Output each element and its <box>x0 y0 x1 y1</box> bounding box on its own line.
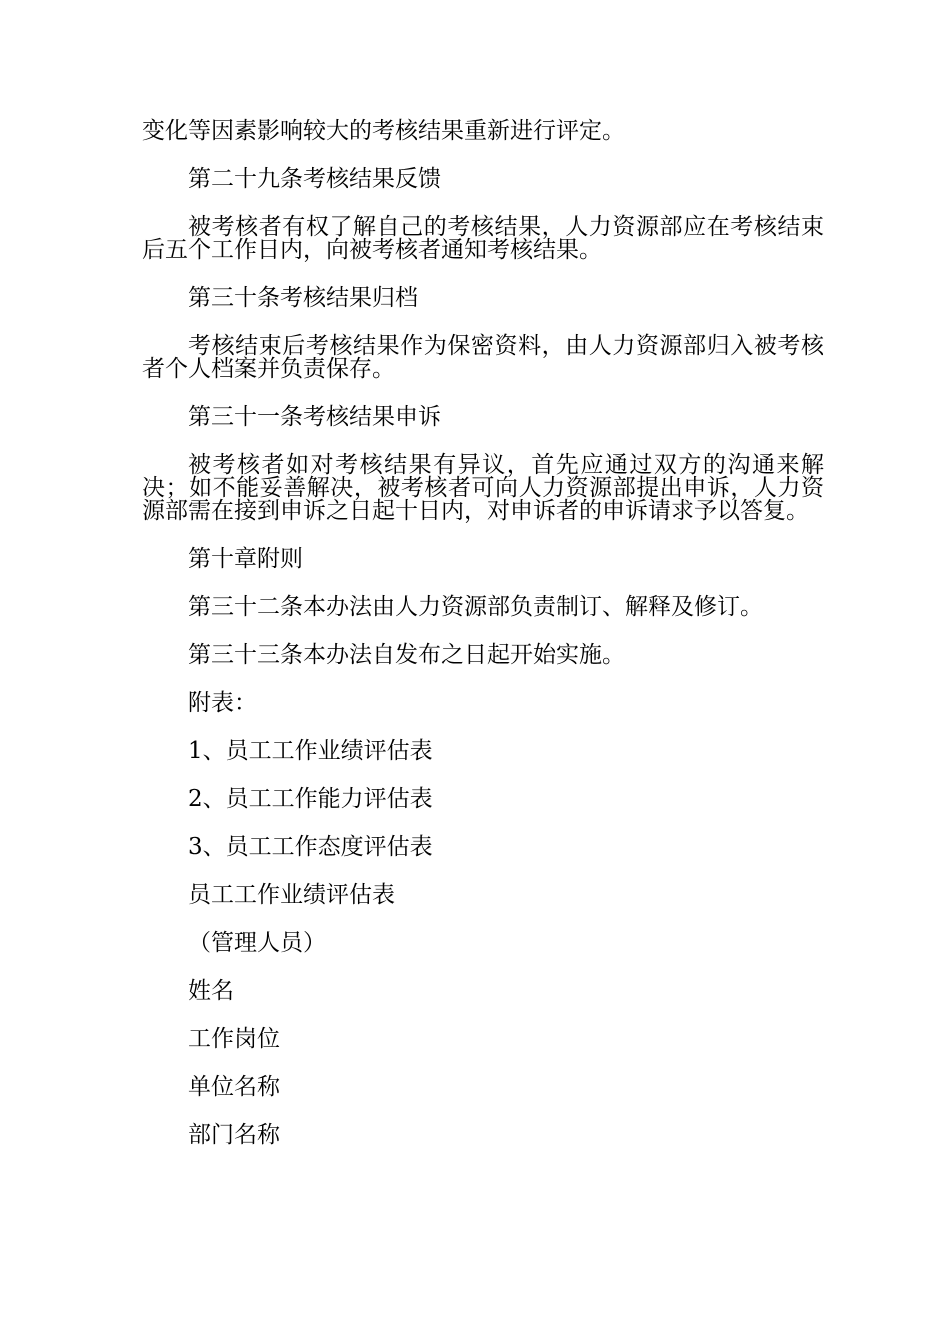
form-field-position: 工作岗位 <box>188 1026 280 1052</box>
form-field-name: 姓名 <box>188 978 234 1004</box>
appendix-heading: 附表： <box>188 690 257 716</box>
article-31-body: 被考核者如对考核结果有异议，首先应通过双方的沟通来解决；如不能妥善解决，被考核者可向人力资源部提出申诉，人力资源部需在接到申诉之日起十日内，对申诉者的申诉请求予以答复。 <box>142 452 824 524</box>
article-30-body: 考核结束后考核结果作为保密资料，由人力资源部归入被考核者个人档案并负责保存。 <box>142 333 824 382</box>
document-page <box>142 120 824 1147</box>
appendix-item-3: 3、员工工作态度评估表 <box>188 834 433 860</box>
form-field-department: 部门名称 <box>188 1122 280 1148</box>
article-31-heading: 第三十一条考核结果申诉 <box>188 404 441 430</box>
form-subtitle: （管理人员） <box>188 930 326 956</box>
appendix-item-1: 1、员工工作业绩评估表 <box>188 738 433 764</box>
article-29-body: 被考核者有权了解自己的考核结果，人力资源部应在考核结束后五个工作日内，向被考核者通知考核结果。 <box>142 214 824 263</box>
form-field-unit: 单位名称 <box>188 1074 280 1100</box>
chapter-10-heading: 第十章附则 <box>188 546 303 572</box>
article-29-heading: 第二十九条考核结果反馈 <box>188 166 441 192</box>
form-title: 员工工作业绩评估表 <box>188 882 395 908</box>
paragraph-continuation: 变化等因素影响较大的考核结果重新进行评定。 <box>142 118 625 144</box>
article-33: 第三十三条本办法自发布之日起开始实施。 <box>188 642 625 668</box>
appendix-item-2: 2、员工工作能力评估表 <box>188 786 433 812</box>
article-32: 第三十二条本办法由人力资源部负责制订、解释及修订。 <box>188 594 763 620</box>
article-30-heading: 第三十条考核结果归档 <box>188 285 418 311</box>
